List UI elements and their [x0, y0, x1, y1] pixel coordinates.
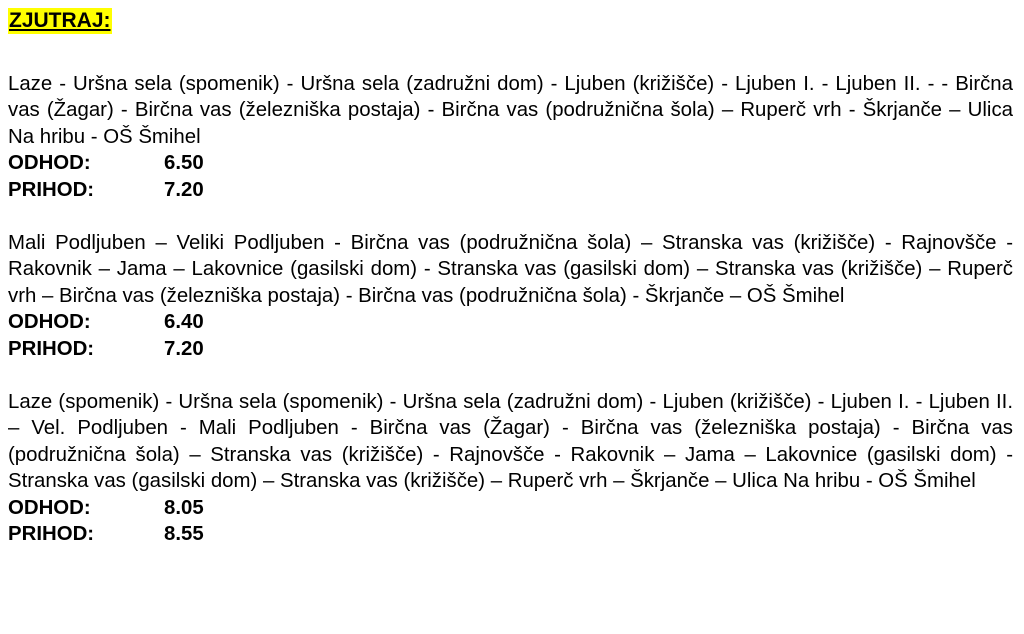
spacer: [8, 203, 1013, 230]
departure-row: [8, 495, 1013, 522]
arrival-row: [8, 177, 1013, 204]
departure-label: ODHOD:: [8, 311, 91, 333]
spacer: [8, 34, 1013, 61]
route-stops: Mali Podljuben – Veliki Podljuben - Birčna vas (podružnična šola) – Stranska vas (križišče) - Rajnovšče - Rakovnik – Jama – Lakovnice (gasilski dom) - Stranska vas (gasilski dom) – Stranska vas (križišče) – Ruperč vrh – Birčna vas (železniška postaja) - Birčna vas (podružnična šola) - Škrjanče – OŠ Šmihel: [8, 231, 1013, 307]
route-stops: Laze (spomenik) - Uršna sela (spomenik) - Uršna sela (zadružni dom) - Ljuben (križišče) - Ljuben I. - Ljuben II. – Vel. Podljuben - Mali Podljuben - Birčna vas (Žagar) - Birčna vas (železniška postaja) - Birčna vas (podružnična šola) – Stranska vas (križišče) - Rajnovšče - Rakovnik – Jama – Lakovnice (gasilski dom) - Stranska vas (gasilski dom) – Stranska vas (križišče) – Ruperč vrh – Škrjanče – Ulica Na hribu - OŠ Šmihel: [8, 390, 1013, 492]
section-heading: ZJUTRAJ:: [9, 9, 111, 32]
arrival-time: 8.55: [164, 523, 204, 545]
arrival-label: PRIHOD:: [8, 178, 95, 201]
route-block-1: [8, 71, 1013, 204]
arrival-time: 7.20: [164, 178, 204, 201]
departure-label: ODHOD:: [8, 152, 91, 174]
document-page: [8, 8, 1013, 548]
spacer: [8, 61, 1013, 71]
arrival-label: PRIHOD:: [8, 523, 95, 545]
route-block-2: [8, 230, 1013, 363]
departure-time: 6.40: [164, 311, 204, 333]
arrival-time: 7.20: [164, 337, 204, 360]
arrival-row: [8, 336, 1013, 363]
departure-time: 6.50: [164, 152, 204, 174]
route-stops: Laze - Uršna sela (spomenik) - Uršna sela (zadružni dom) - Ljuben (križišče) - Ljuben I. - Ljuben II. - - Birčna vas (Žagar) - Birčna vas (železniška postaja) - Birčna vas (podružnična šola) – Ruperč vrh - Škrjanče – Ulica Na hribu - OŠ Šmihel: [8, 72, 1013, 148]
route-block-3: [8, 389, 1013, 548]
departure-time: 8.05: [164, 496, 204, 519]
arrival-label: PRIHOD:: [8, 337, 95, 360]
departure-label: ODHOD:: [8, 496, 91, 519]
departure-row: [8, 150, 1013, 177]
departure-row: [8, 309, 1013, 336]
arrival-row: [8, 521, 1013, 548]
spacer: [8, 362, 1013, 389]
